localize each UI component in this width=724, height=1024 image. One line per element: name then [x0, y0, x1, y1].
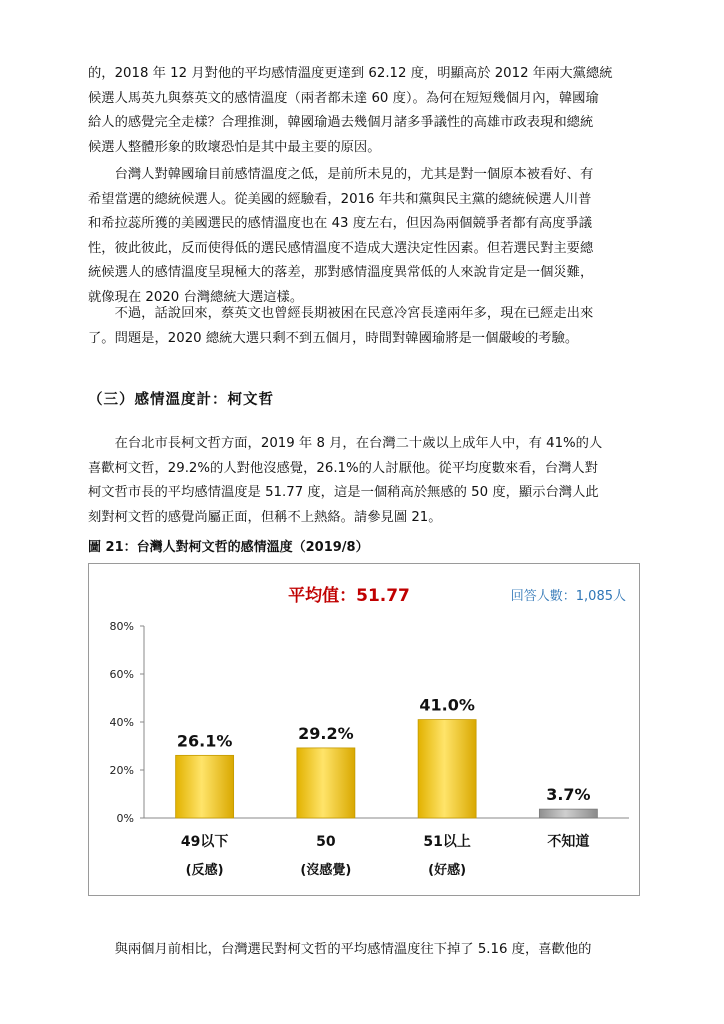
paragraph-4: [88, 432, 640, 530]
y-tick-label: 80%: [109, 620, 134, 633]
bar: [297, 748, 355, 818]
paragraph-5: [88, 938, 640, 963]
text-line: 希望當選的總統候選人。從美國的經驗看，2016 年共和黨與民主黨的總統候選人川普: [88, 191, 592, 207]
text-line: 喜歡柯文哲，29.2%的人對他沒感覺，26.1%的人討厭他。從平均度數來看，台灣人對: [88, 460, 598, 476]
text-line: 候選人整體形象的敗壞恐怕是其中最主要的原因。: [88, 139, 381, 155]
paragraph-2: [88, 163, 640, 310]
text-line: 台灣人對韓國瑜目前感情溫度之低，是前所未見的，尤其是對一個原本被看好、有: [88, 167, 594, 182]
bar: [418, 720, 476, 818]
section-heading: （三）感情溫度計：柯文哲: [88, 392, 274, 408]
bar: [176, 755, 234, 818]
y-tick-label: 60%: [109, 668, 134, 681]
y-tick-label: 40%: [109, 716, 134, 729]
x-category-label: 50: [316, 834, 336, 850]
text-line: 柯文哲市長的平均感情溫度是 51.77 度，這是一個稍高於無感的 50 度，顯示台灣人此: [88, 485, 599, 500]
bar: [539, 809, 597, 818]
text-line: 與兩個月前相比，台灣選民對柯文哲的平均感情溫度往下掉了 5.16 度，喜歡他的: [88, 942, 592, 957]
paragraph-1: [88, 62, 640, 160]
bar-value-label: 41.0%: [419, 695, 475, 715]
text-line: 了。問題是，2020 總統大選只剩不到五個月，時間對韓國瑜將是一個嚴峻的考驗。: [88, 330, 579, 346]
chart-title: 平均值：51.77: [288, 586, 410, 606]
x-category-sublabel: (好感): [428, 863, 467, 878]
x-category-sublabel: (反感): [185, 863, 224, 878]
chart-frame: [88, 563, 640, 896]
x-category-label: 49以下: [180, 834, 229, 850]
text-line: 刻對柯文哲的感覺尚屬正面，但稱不上熱絡。請參見圖 21。: [88, 509, 442, 525]
text-line: 不過，話說回來，蔡英文也曾經長期被困在民意冷宮長達兩年多，現在已經走出來: [88, 306, 594, 321]
y-tick-label: 0%: [116, 812, 134, 825]
text-line: 在台北市長柯文哲方面，2019 年 8 月，在台灣二十歲以上成年人中，有 41%的人: [88, 436, 603, 451]
text-line: 給人的感覺完全走樣？合理推測，韓國瑜過去幾個月諸多爭議性的高雄市政表現和總統: [88, 115, 594, 130]
x-category-sublabel: (沒感覺): [300, 863, 352, 878]
bar-value-label: 26.1%: [176, 731, 233, 751]
bar-value-label: 29.2%: [298, 723, 354, 743]
figure-caption: 圖 21：台灣人對柯文哲的感情溫度（2019/8）: [88, 540, 369, 555]
x-category-label: 51以上: [423, 834, 471, 850]
text-line: 就像現在 2020 台灣總統大選這樣。: [88, 289, 304, 305]
paragraph-3: [88, 302, 640, 351]
text-line: 和希拉蕊所獲的美國選民的感情溫度也在 43 度左右，但因為兩個競爭者都有高度爭議: [88, 216, 593, 231]
bar-value-label: 3.7%: [546, 785, 591, 805]
chart-subtitle: 回答人數：1,085人: [510, 589, 626, 604]
bar-chart: [89, 564, 641, 897]
text-line: 候選人馬英九與蔡英文的感情溫度（兩者都未達 60 度）。為何在短短幾個月內，韓國瑜: [88, 90, 599, 106]
text-line: 性，彼此彼此，反而使得低的選民感情溫度不造成大選決定性因素。但若選民對主要總: [88, 240, 594, 256]
text-line: 的，2018 年 12 月對他的平均感情溫度更達到 62.12 度，明顯高於 2012 年兩大黨總統: [88, 66, 613, 81]
y-tick-label: 20%: [109, 764, 134, 777]
text-line: 統候選人的感情溫度呈現極大的落差，那對感情溫度異常低的人來說肯定是一個災難，: [88, 265, 594, 280]
x-category-label: 不知道: [547, 834, 590, 850]
